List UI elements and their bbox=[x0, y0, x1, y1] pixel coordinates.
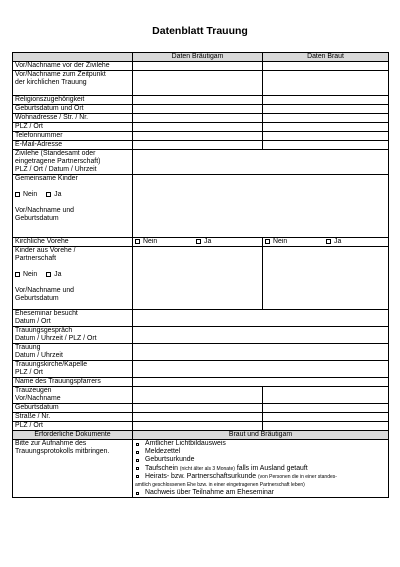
documents-header-right: Braut und Bräutigam bbox=[133, 431, 389, 440]
groom-zip-field[interactable] bbox=[133, 123, 263, 132]
row-talk bbox=[13, 327, 389, 344]
row-witness-zip bbox=[13, 422, 389, 431]
square-bullet-icon bbox=[136, 467, 139, 470]
documents-list bbox=[135, 440, 386, 497]
bride-phone-field[interactable] bbox=[263, 132, 389, 141]
witness2-name-field[interactable] bbox=[263, 387, 389, 404]
square-bullet-icon bbox=[136, 475, 139, 478]
documents-row bbox=[13, 440, 389, 498]
witness1-street-field[interactable] bbox=[133, 413, 263, 422]
label-witness-zip: PLZ / Ort bbox=[13, 422, 133, 431]
label-name-civil: Vor/Nachname vor der Zivilehe bbox=[13, 62, 133, 71]
bride-email-field[interactable] bbox=[263, 141, 389, 150]
label-church: Trauungskirche/Kapelle PLZ / Ort bbox=[13, 361, 133, 378]
row-address bbox=[13, 114, 389, 123]
row-prev-children bbox=[13, 247, 389, 310]
row-witness bbox=[13, 387, 389, 404]
prev-children-yes-checkbox[interactable] bbox=[46, 272, 51, 277]
header-groom: Daten Bräutigam bbox=[133, 53, 263, 62]
square-bullet-icon bbox=[136, 492, 139, 495]
table-header-row bbox=[13, 53, 389, 62]
square-bullet-icon bbox=[136, 443, 139, 446]
groom-prev-no-checkbox[interactable] bbox=[135, 239, 140, 244]
row-witness-street bbox=[13, 413, 389, 422]
witness1-name-field[interactable] bbox=[133, 387, 263, 404]
witness1-zip-field[interactable] bbox=[133, 422, 263, 431]
witness2-street-field[interactable] bbox=[263, 413, 389, 422]
label-prev-children: Kinder aus Vorehe / Partnerschaft Nein Ja Vor/Nachname und Geburtsdatum bbox=[13, 247, 133, 310]
witness1-birth-field[interactable] bbox=[133, 404, 263, 413]
square-bullet-icon bbox=[136, 459, 139, 462]
groom-prev-church-field: Nein Ja bbox=[133, 238, 263, 247]
groom-prev-yes-checkbox[interactable] bbox=[196, 239, 201, 244]
label-birth: Geburtsdatum und Ort bbox=[13, 105, 133, 114]
document-item: Heirats- bzw. Partnerschaftsurkunde (von Personen die in einer standes- amtlich geschlossenen Ehe bzw. in einer eingetragenen Partnerschaft leben) bbox=[135, 472, 337, 489]
row-prev-church bbox=[13, 238, 389, 247]
witness2-zip-field[interactable] bbox=[263, 422, 389, 431]
row-name-church bbox=[13, 71, 389, 96]
witness2-birth-field[interactable] bbox=[263, 404, 389, 413]
groom-phone-field[interactable] bbox=[133, 132, 263, 141]
priest-field[interactable] bbox=[133, 378, 389, 387]
row-civil-marriage bbox=[13, 150, 389, 175]
label-common-children: Gemeinsame Kinder Nein Ja Vor/Nachname und Geburtsdatum bbox=[13, 175, 133, 238]
row-wedding bbox=[13, 344, 389, 361]
label-religion: Religionszugehörigkeit bbox=[13, 96, 133, 105]
groom-name-church-field[interactable] bbox=[133, 71, 263, 96]
common-children-field[interactable] bbox=[133, 175, 389, 238]
label-priest: Name des Trauungspfarrers bbox=[13, 378, 133, 387]
bride-name-civil-field[interactable] bbox=[263, 62, 389, 71]
row-common-children bbox=[13, 175, 389, 238]
groom-prev-children-field[interactable] bbox=[133, 247, 263, 310]
row-religion bbox=[13, 96, 389, 105]
documents-header-left: Erforderliche Dokumente bbox=[13, 431, 133, 440]
label-witness-street: Straße / Nr. bbox=[13, 413, 133, 422]
common-children-yes-checkbox[interactable] bbox=[46, 192, 51, 197]
row-phone bbox=[13, 132, 389, 141]
prev-children-no-checkbox[interactable] bbox=[15, 272, 20, 277]
groom-name-civil-field[interactable] bbox=[133, 62, 263, 71]
header-bride: Daten Braut bbox=[263, 53, 389, 62]
bride-prev-no-checkbox[interactable] bbox=[265, 239, 270, 244]
documents-note: Bitte zur Aufnahme des Trauungsprotokolls mitbringen. bbox=[13, 440, 133, 498]
row-priest bbox=[13, 378, 389, 387]
label-prev-church: Kirchliche Vorehe bbox=[13, 238, 133, 247]
bride-prev-church-field: Nein Ja bbox=[263, 238, 389, 247]
document-item: Amtlicher Lichtbildausweis bbox=[135, 440, 386, 448]
seminar-field[interactable] bbox=[133, 310, 389, 327]
documents-header-row bbox=[13, 431, 389, 440]
label-address: Wohnadresse / Str. / Nr. bbox=[13, 114, 133, 123]
label-phone: Telefonnummer bbox=[13, 132, 133, 141]
row-zip bbox=[13, 123, 389, 132]
documents-list-cell bbox=[133, 440, 389, 498]
square-bullet-icon bbox=[136, 451, 139, 454]
label-civil-marriage: Zivilehe (Standesamt oder eingetragene Partnerschaft) PLZ / Ort / Datum / Uhrzeit bbox=[13, 150, 133, 175]
label-wedding: Trauung Datum / Uhrzeit bbox=[13, 344, 133, 361]
row-witness-birth bbox=[13, 404, 389, 413]
document-item: Taufschein (nicht älter als 3 Monate) falls im Ausland getauft bbox=[135, 465, 386, 473]
row-seminar bbox=[13, 310, 389, 327]
row-church bbox=[13, 361, 389, 378]
row-email bbox=[13, 141, 389, 150]
groom-address-field[interactable] bbox=[133, 114, 263, 123]
label-seminar: Eheseminar besucht Datum / Ort bbox=[13, 310, 133, 327]
label-zip: PLZ / Ort bbox=[13, 123, 133, 132]
document-item: Nachweis über Teilnahme am Eheseminar bbox=[135, 489, 386, 497]
bride-name-church-field[interactable] bbox=[263, 71, 389, 96]
church-field[interactable] bbox=[133, 361, 389, 378]
label-talk: Trauungsgespräch Datum / Uhrzeit / PLZ / Ort bbox=[13, 327, 133, 344]
document-item: Geburtsurkunde bbox=[135, 456, 386, 464]
civil-marriage-field[interactable] bbox=[133, 150, 389, 175]
bride-zip-field[interactable] bbox=[263, 123, 389, 132]
bride-prev-yes-checkbox[interactable] bbox=[326, 239, 331, 244]
talk-field[interactable] bbox=[133, 327, 389, 344]
row-birth bbox=[13, 105, 389, 114]
groom-email-field[interactable] bbox=[133, 141, 263, 150]
bride-religion-field[interactable] bbox=[263, 96, 389, 105]
label-witness: Trauzeugen Vor/Nachname bbox=[13, 387, 133, 404]
bride-birth-field[interactable] bbox=[263, 105, 389, 114]
groom-birth-field[interactable] bbox=[133, 105, 263, 114]
label-witness-birth: Geburtsdatum bbox=[13, 404, 133, 413]
document-item: Meldezettel bbox=[135, 448, 386, 456]
wedding-field[interactable] bbox=[133, 344, 389, 361]
row-name-civil bbox=[13, 62, 389, 71]
data-sheet-table bbox=[12, 52, 389, 498]
header-empty bbox=[13, 53, 133, 62]
label-email: E-Mail-Adresse bbox=[13, 141, 133, 150]
label-name-church: Vor/Nachname zum Zeitpunkt der kirchlichen Trauung bbox=[13, 71, 133, 96]
bride-address-field[interactable] bbox=[263, 114, 389, 123]
groom-religion-field[interactable] bbox=[133, 96, 263, 105]
bride-prev-children-field[interactable] bbox=[263, 247, 389, 310]
common-children-no-checkbox[interactable] bbox=[15, 192, 20, 197]
page-title: Datenblatt Trauung bbox=[152, 25, 248, 37]
